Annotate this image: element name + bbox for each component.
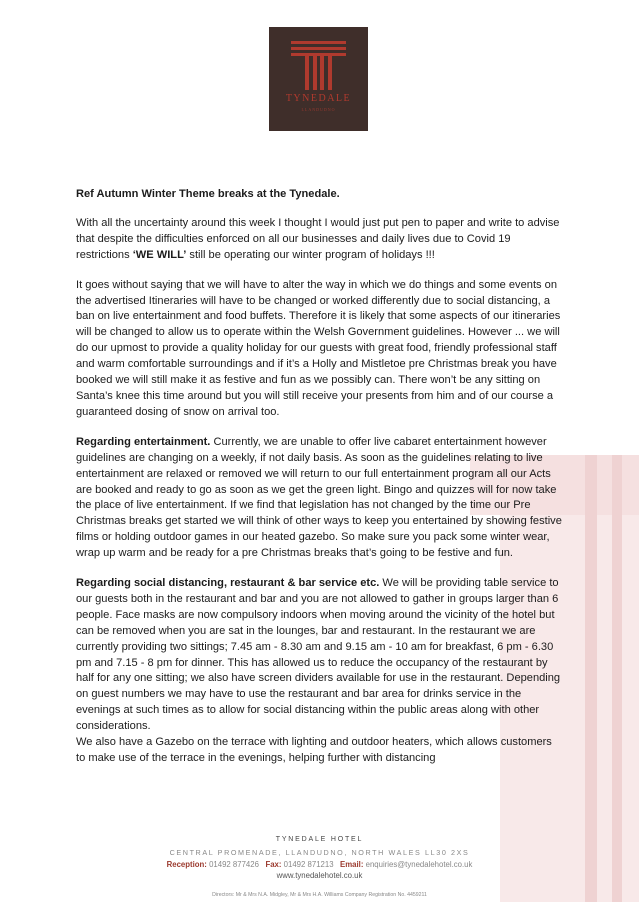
footer-directors: Directors: Mr & Mrs N.A. Midgley, Mr & Mrs H.A. Williams Company Registration No. 4459211 (212, 892, 427, 898)
email-address[interactable]: enquiries@tynedalehotel.co.uk (365, 860, 473, 869)
paragraph-changes: It goes without saying that we will have to alter the way in which we do things and some events on the advertised Itineraries will have to be changed or worked differently due to social distancing, a ban on live entertainment and food buffets. Therefore it is likely that some aspects of our itineraries will be changed to allow us to operate within the Welsh Government guidelines. However ... we will do our upmost to provide a quality holiday for our guests with great food, friendly professional staff and warm comfortable surroundings and if it’s a Holly and Mistletoe pre Christmas break you have booked we will still make it as festive and fun as we possibly can. There won’t be any sitting on Santa’s knee this time around but you will still receive your presents from him and of our course a guaranteed dosing of snow on arrival too. (76, 278, 561, 418)
letter-title: Ref Autumn Winter Theme breaks at the Tynedale. (76, 188, 340, 200)
footer-contact-line (0, 860, 639, 869)
footer-website[interactable]: www.tynedalehotel.co.uk (276, 871, 363, 880)
paragraph-distancing (76, 576, 564, 735)
hotel-logo (269, 27, 368, 131)
background-watermark-stripe (612, 455, 622, 902)
logo-wordmark: TYNEDALE (285, 93, 352, 104)
fax-label: Fax: (265, 860, 282, 869)
entertainment-text: Currently, we are unable to offer live cabaret entertainment however guidelines are changing on a weekly, if not daily basis. As soon as the guidelines relating to live entertainment are relaxed or removed we will return to our full entertainment program all our Acts are booked and ready to go as soon as we get the green light. Bingo and quizzes will for now take the place of live entertainment. If we find that legislation has not changed by the time our Pre Christmas breaks get started we will think of other ways to keep you entertained by showing festive films or holding outdoor games in our heated gazebo. So make sure you pack some winter wear, wrap up warm and be ready for a pre Christmas breaks that’s going to be festive and fun. (76, 435, 562, 560)
reception-label: Reception: (166, 860, 207, 869)
logo-emblem-icon (269, 27, 368, 131)
distancing-heading: Regarding social distancing, restaurant & bar service etc. (76, 577, 380, 590)
distancing-text: We will be providing table service to our guests both in the restaurant and bar and you are not allowed to gather in groups larger than 6 people. Face masks are now compulsory indoors when moving around the vicinity of the hotel but can be removed when you are sat in the lounges, bar and restaurant. In the restaurant we are currently providing two sittings; 7.45 am - 8.30 am and 9.15 am - 10 am for breakfast, 6 pm - 6.30 pm and 7.15 - 8 pm for dinner. This has allowed us to reduce the occupancy of the restaurant by half for any one sitting; we also have screen dividers available for use in the restaurant. Depending on guest numbers we may have to use the restaurant and bar area for drinks service in the evenings at such times as to allow for social distancing within the public areas along with other considerations. (76, 577, 561, 733)
intro-text: With all the uncertainty around this week I thought I would just put pen to paper and write to advise that despite the difficulties enforced on all our businesses and daily lives due to Covid 19 restrictions (76, 216, 560, 261)
letter-body (76, 187, 564, 781)
fax-number: 01492 871213 (283, 860, 334, 869)
footer-address: CENTRAL PROMENADE, LLANDUDNO, NORTH WALES LL30 2XS (169, 848, 470, 857)
paragraph-intro (76, 216, 564, 264)
footer-hotel-name: TYNEDALE HOTEL (275, 836, 364, 843)
intro-text-end: still be operating our winter program of holidays !!! (186, 248, 435, 261)
reception-number: 01492 877426 (209, 860, 259, 869)
email-label: Email: (340, 860, 364, 869)
logo-subtitle: LLANDUDNO (301, 107, 336, 112)
background-watermark-stripe (585, 455, 597, 902)
paragraph-entertainment (76, 435, 564, 562)
we-will-emphasis: ‘WE WILL’ (132, 248, 187, 261)
entertainment-heading: Regarding entertainment. (76, 435, 211, 448)
paragraph-gazebo: We also have a Gazebo on the terrace with lighting and outdoor heaters, which allows customers to make use of the terrace in the evenings, helping further with distancing (76, 736, 552, 764)
